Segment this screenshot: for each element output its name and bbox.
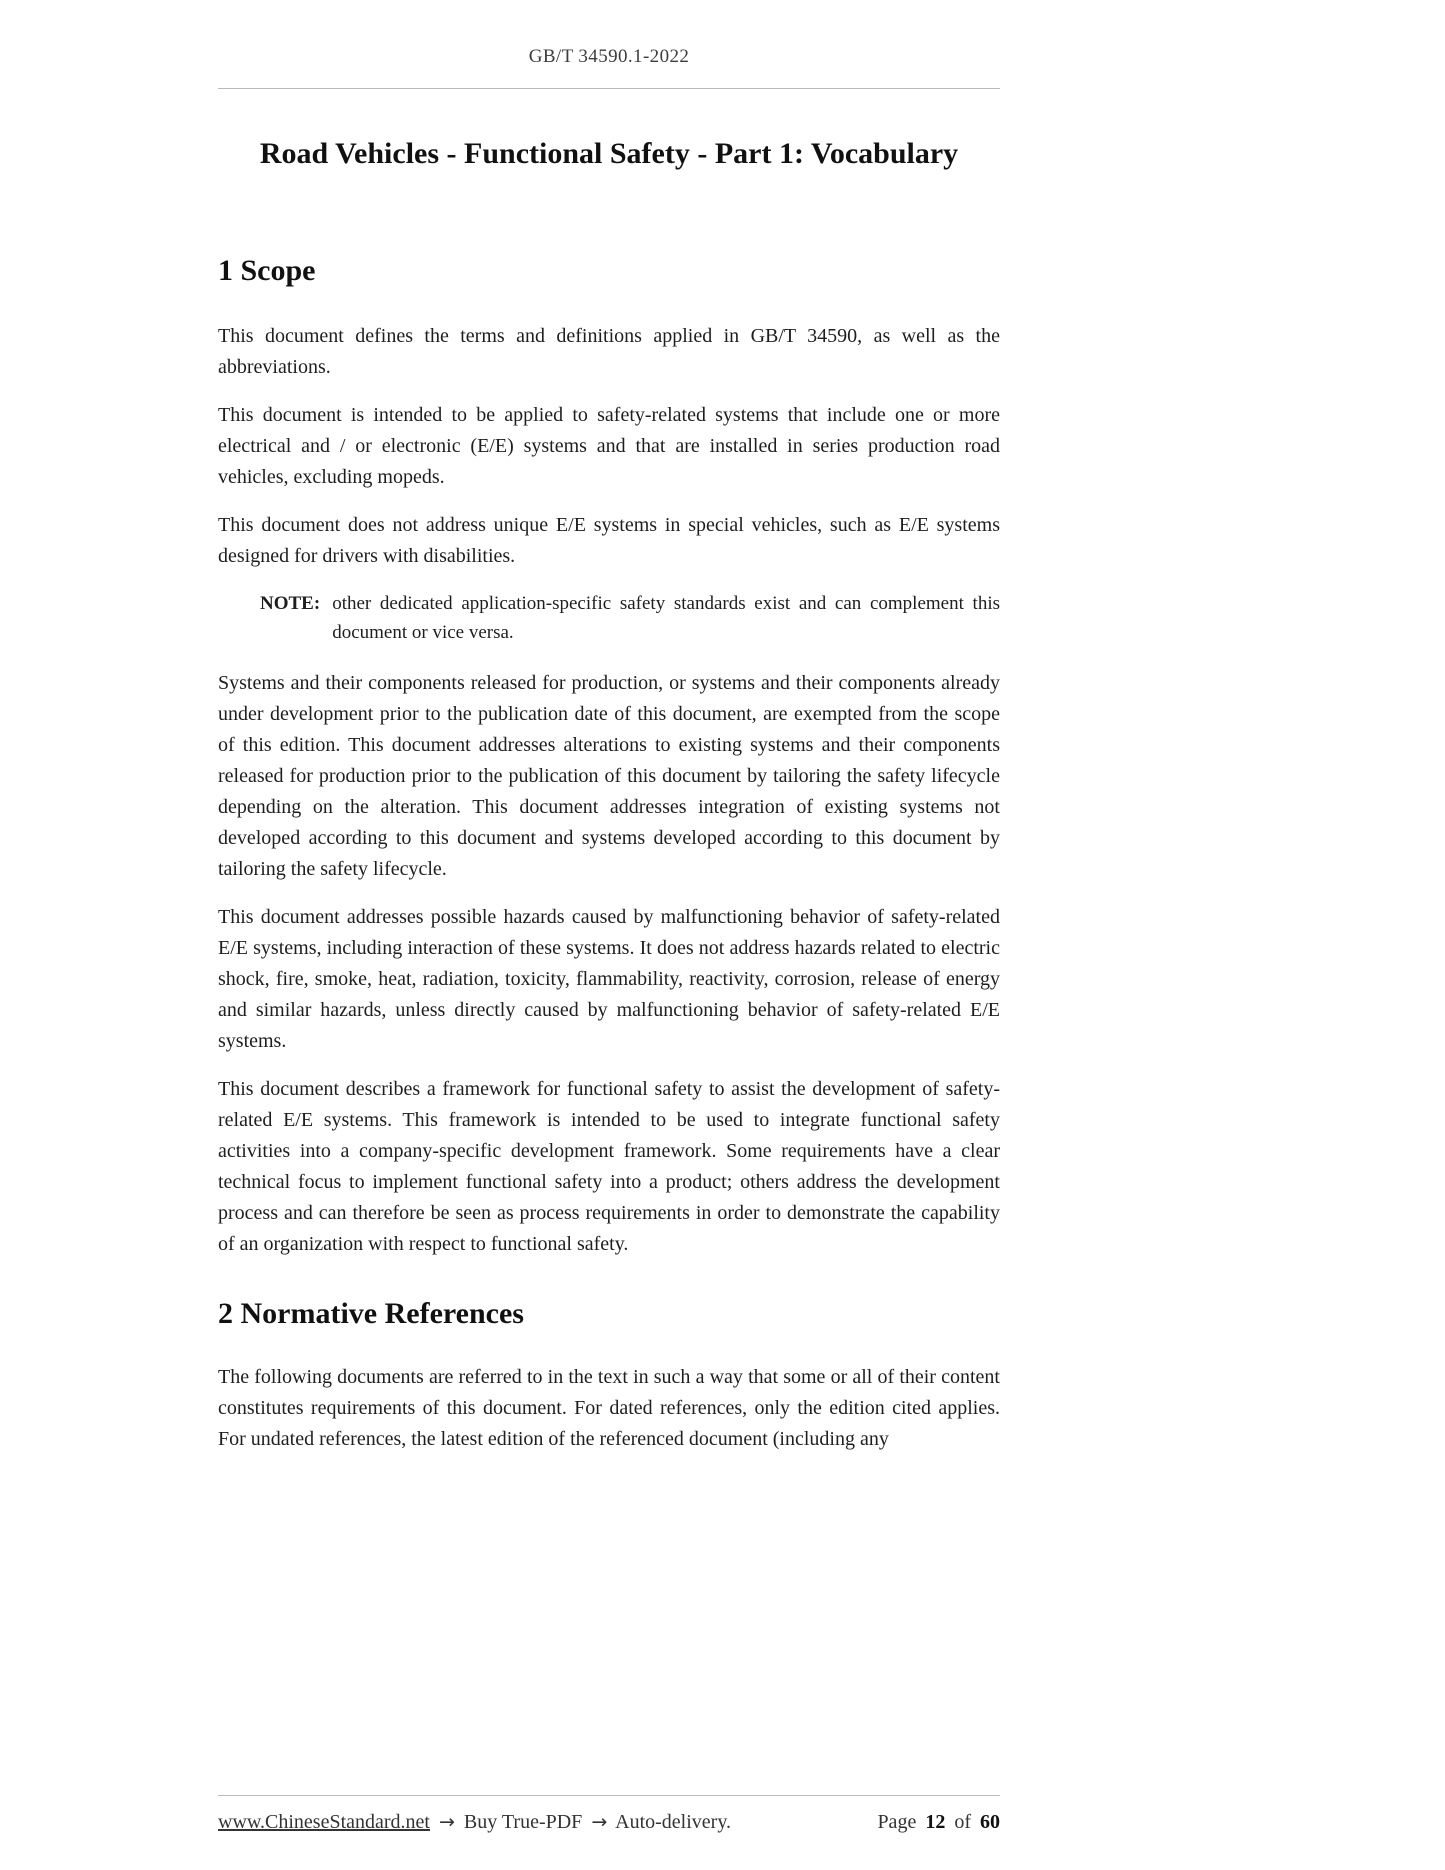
section-1-heading: 1 Scope (218, 254, 316, 287)
right-arrow-icon: → (591, 1811, 608, 1833)
page-number: 12 (925, 1811, 946, 1833)
footer-branding (218, 1811, 735, 1834)
document-content (218, 135, 1000, 1455)
of-label: of (954, 1811, 971, 1833)
scope-paragraph-6: This document describes a framework for functional safety to assist the development of safety-related E/E systems. This framework is intended to be used to integrate functional safety activities into a company-specific development framework. Some requirements have a clear technical focus to implement functional safety into a product; others address the development process and can therefore be seen as process requirements in order to demonstrate the capability of an organization with respect to functional safety. (218, 1078, 1000, 1255)
header-divider (218, 88, 1000, 89)
note-label: NOTE: (260, 593, 321, 614)
document-title: Road Vehicles - Functional Safety - Part 1: Vocabulary (259, 137, 959, 170)
scope-paragraph-2: This document is intended to be applied to safety-related systems that include one or more electrical and / or electronic (E/E) systems and that are installed in series production road vehicles, excluding mopeds. (218, 404, 1000, 488)
section-scope (218, 253, 1000, 1260)
page-indicator (873, 1811, 1000, 1834)
website-link[interactable]: www.ChineseStandard.net (218, 1811, 430, 1833)
page-footer (218, 1795, 1000, 1834)
page-header (218, 0, 1000, 89)
scope-paragraph-1: This document defines the terms and definitions applied in GB/T 34590, as well as the abbreviations. (218, 325, 1000, 378)
scope-paragraph-5: This document addresses possible hazards caused by malfunctioning behavior of safety-related E/E systems, including interaction of these systems. It does not address hazards related to electric shock, fire, smoke, heat, radiation, toxicity, flammability, reactivity, corrosion, release of energy and similar hazards, unless directly caused by malfunctioning behavior of safety-related E/E systems. (218, 906, 1000, 1052)
scope-paragraph-3: This document does not address unique E/E systems in special vehicles, such as E/E systems designed for drivers with disabilities. (218, 514, 1000, 567)
note-text: other dedicated application-specific safety standards exist and can complement this document or vice versa. (332, 593, 1000, 643)
footer-row (218, 1811, 1000, 1834)
buy-pdf-label: Buy True-PDF (463, 1811, 583, 1833)
scope-paragraph-4: Systems and their components released for production, or systems and their components already under development prior to the publication date of this document, are exempted from the scope of this edition. This document addresses alterations to existing systems and their components released for production prior to the publication of this document by tailoring the safety lifecycle depending on the alteration. This document addresses integration of existing systems not developed according to this document and systems developed according to this document by tailoring the safety lifecycle. (218, 672, 1000, 880)
page-label: Page (877, 1811, 917, 1833)
standard-number: GB/T 34590.1-2022 (528, 46, 690, 67)
auto-delivery-label: Auto-delivery. (615, 1811, 732, 1833)
footer-divider (218, 1795, 1000, 1796)
section-normative-references (218, 1296, 1000, 1455)
note-block (218, 589, 1000, 647)
total-pages: 60 (980, 1811, 1000, 1833)
right-arrow-icon: → (439, 1811, 455, 1833)
references-paragraph-1: The following documents are referred to in the text in such a way that some or all of their content constitutes requirements of this document. For dated references, only the edition cited applies. For undated references, the latest edition of the referenced document (including any (218, 1366, 1000, 1450)
section-2-heading: 2 Normative References (218, 1297, 524, 1330)
